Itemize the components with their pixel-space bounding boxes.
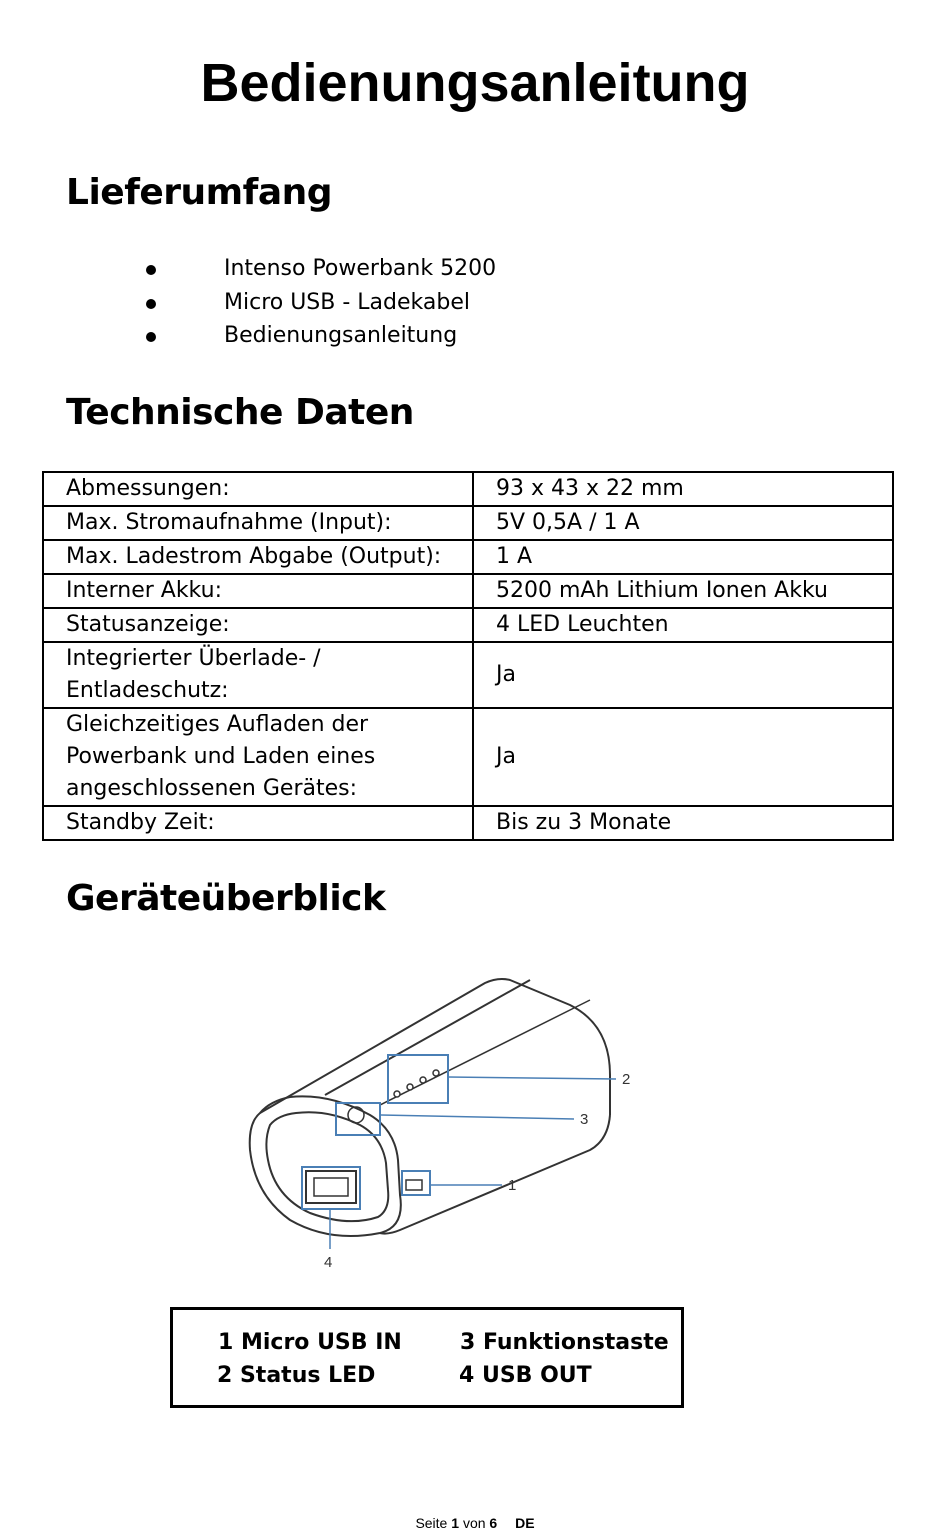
section-heading-technische-daten: Technische Daten (66, 392, 414, 433)
list-item: Bedienungsanleitung (140, 319, 496, 353)
spec-key: Integrierter Überlade- / Entladeschutz: (43, 642, 473, 708)
footer-page-total: 6 (489, 1515, 498, 1531)
section-heading-geraeteueberblick: Geräteüberblick (66, 878, 386, 919)
table-row (43, 472, 893, 506)
spec-key: Gleichzeitiges Aufladen der Powerbank und Laden eines angeschlossenen Gerätes: (43, 708, 473, 806)
legend-item-status-led: 2 Status LED (217, 1363, 376, 1388)
spec-value: 5200 mAh Lithium Ionen Akku (473, 574, 893, 608)
table-row (43, 708, 893, 806)
spec-key: Interner Akku: (43, 574, 473, 608)
spec-key: Max. Ladestrom Abgabe (Output): (43, 540, 473, 574)
section-heading-lieferumfang: Lieferumfang (66, 172, 333, 213)
table-row (43, 608, 893, 642)
page-title: Bedienungsanleitung (200, 53, 750, 113)
spec-table (42, 471, 894, 841)
spec-key: Standby Zeit: (43, 806, 473, 840)
table-row (43, 506, 893, 540)
legend-box (170, 1307, 684, 1408)
table-row (43, 540, 893, 574)
spec-key: Max. Stromaufnahme (Input): (43, 506, 473, 540)
table-row (43, 806, 893, 840)
power-button-icon (348, 1107, 364, 1123)
page-footer (0, 1515, 950, 1531)
spec-value: Ja (473, 708, 893, 806)
spec-key: Abmessungen: (43, 472, 473, 506)
spec-value: 93 x 43 x 22 mm (473, 472, 893, 506)
callout-2: 2 (622, 1071, 631, 1088)
spec-value: Bis zu 3 Monate (473, 806, 893, 840)
list-item: Micro USB - Ladekabel (140, 286, 496, 320)
spec-value: Ja (473, 642, 893, 708)
legend-item-micro-usb-in: 1 Micro USB IN (218, 1330, 402, 1355)
legend-item-function-key: 3 Funktionstaste (460, 1330, 669, 1355)
spec-value: 4 LED Leuchten (473, 608, 893, 642)
callout-3: 3 (580, 1111, 589, 1128)
legend-item-usb-out: 4 USB OUT (459, 1363, 592, 1388)
table-row (43, 642, 893, 708)
delivery-contents-list (140, 252, 496, 353)
bullet-icon (146, 332, 156, 342)
micro-usb-in-port-icon (406, 1180, 422, 1190)
status-led-icons (394, 1070, 439, 1097)
callout-4: 4 (324, 1254, 333, 1271)
spec-value: 1 A (473, 540, 893, 574)
powerbank-diagram (230, 965, 670, 1275)
bullet-icon (146, 265, 156, 275)
list-item: Intenso Powerbank 5200 (140, 252, 496, 286)
usb-port-opening-icon (314, 1178, 348, 1196)
spec-value: 5V 0,5A / 1 A (473, 506, 893, 540)
powerbank-drawing (250, 979, 610, 1236)
table-row (43, 574, 893, 608)
footer-page-number: 1 (451, 1515, 460, 1531)
bullet-icon (146, 299, 156, 309)
spec-key: Statusanzeige: (43, 608, 473, 642)
footer-language: DE (515, 1515, 535, 1531)
callout-1: 1 (508, 1177, 517, 1194)
footer-of: von (462, 1515, 486, 1531)
footer-prefix: Seite (415, 1515, 448, 1531)
